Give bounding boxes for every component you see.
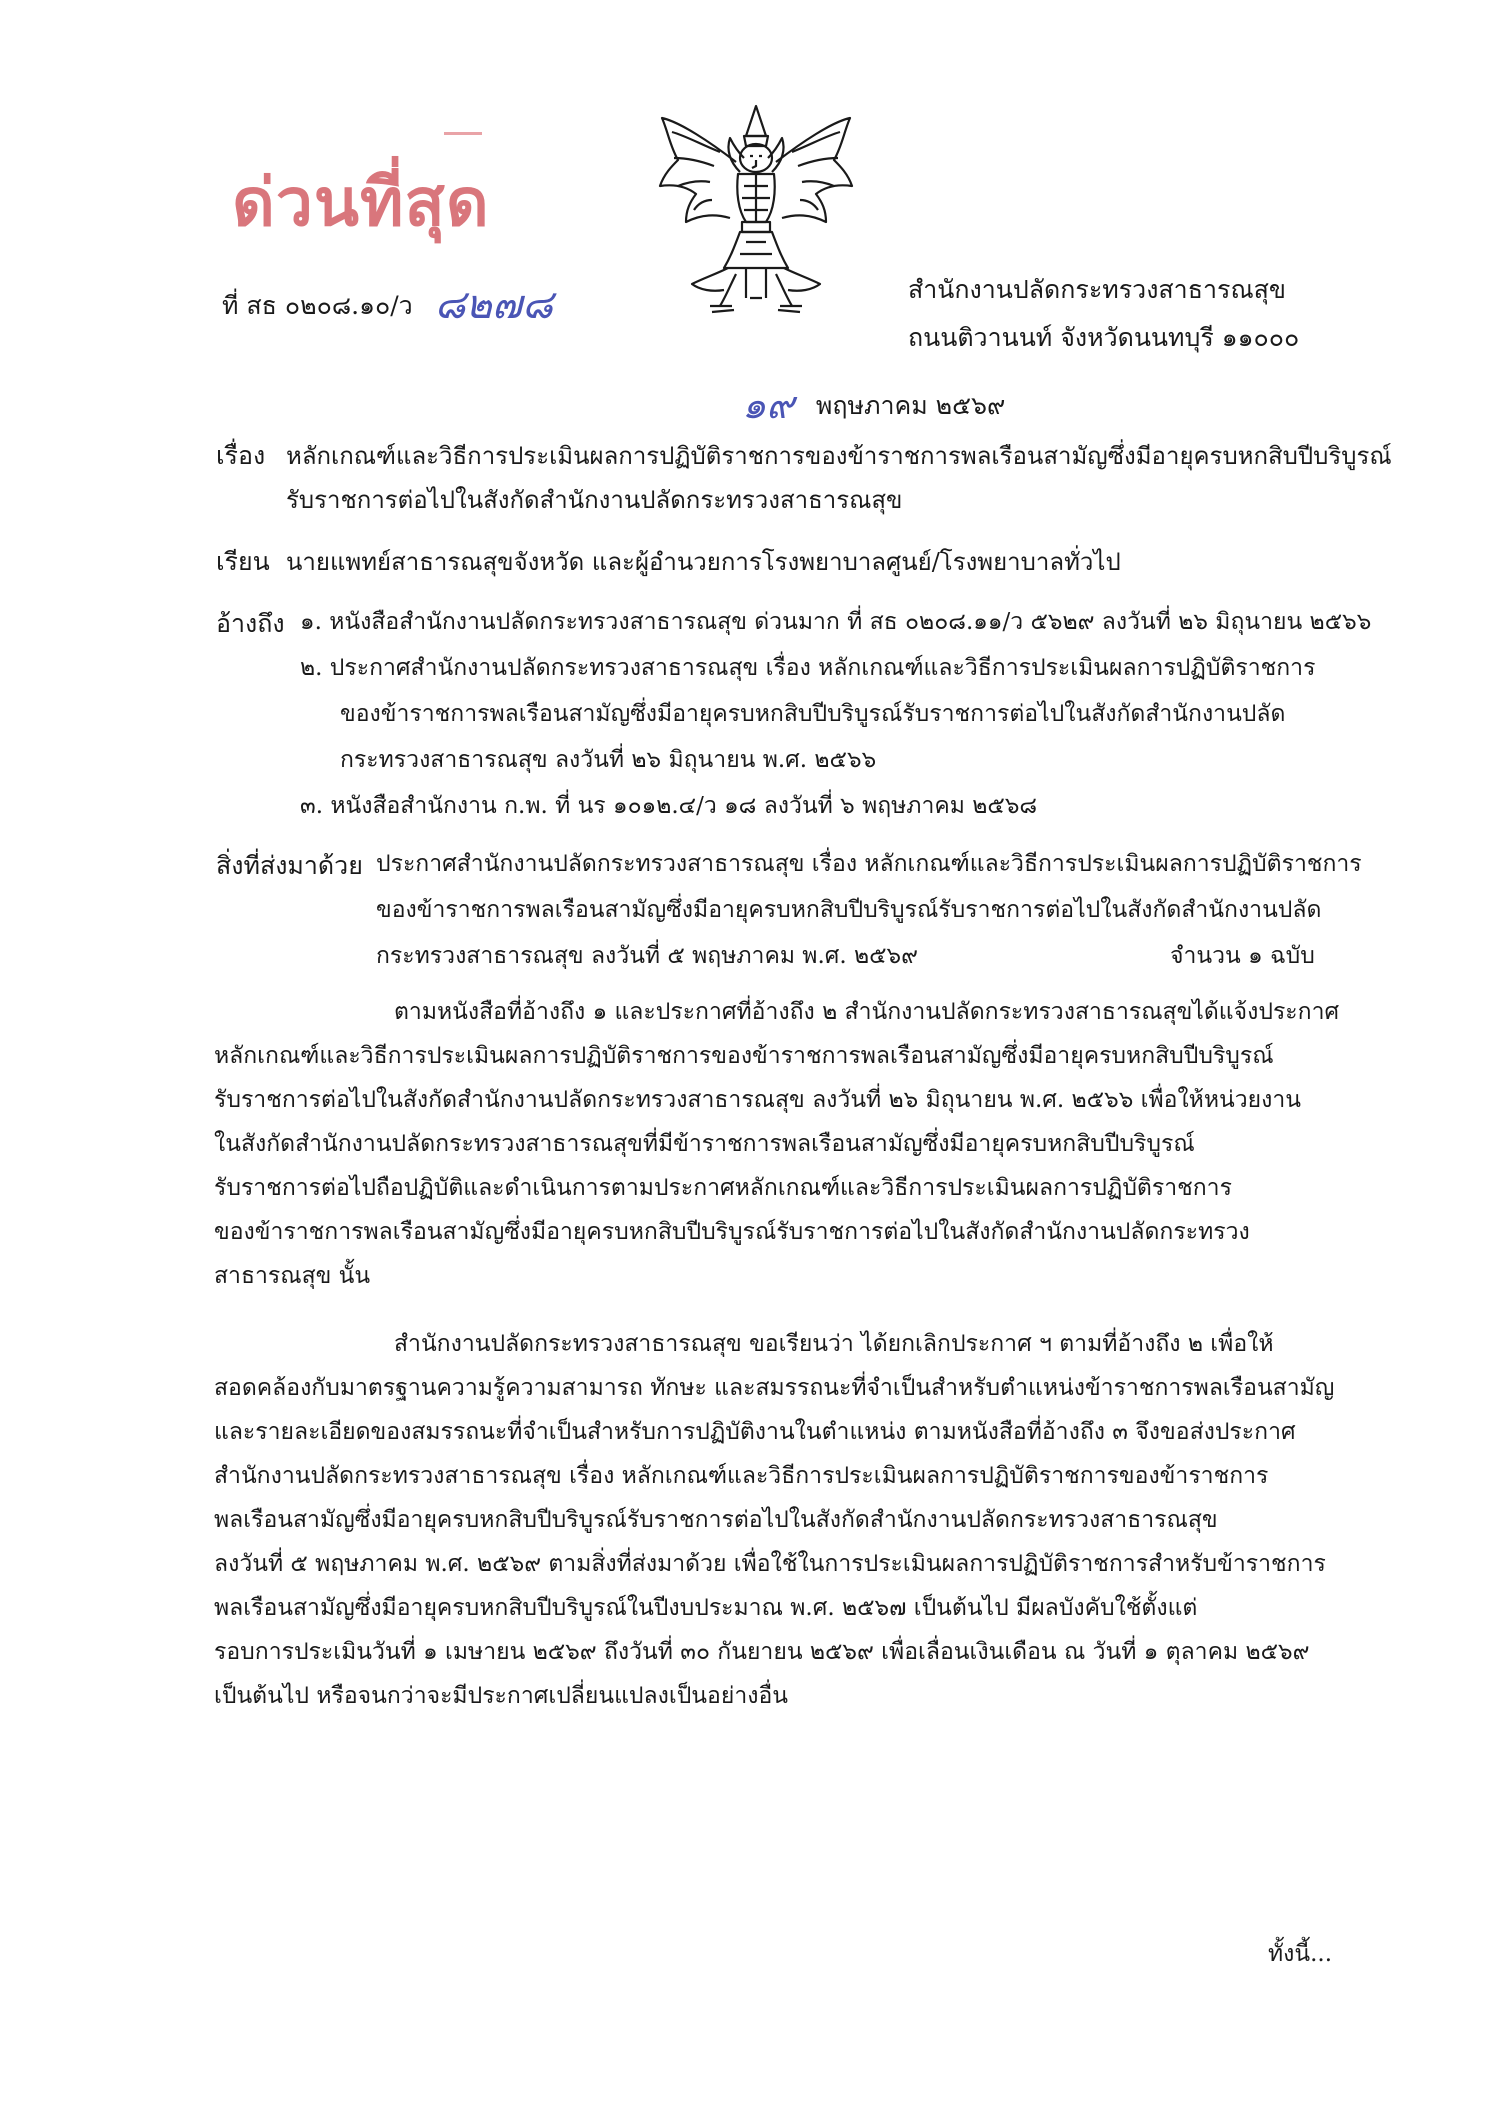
paragraph-line: พลเรือนสามัญซึ่งมีอายุครบหกสิบปีบริบูรณ์รับราชการต่อไปในสังกัดสำนักงานปลัดกระทรวงสาธารณสุข xyxy=(214,1507,1218,1533)
date-month-year: พฤษภาคม ๒๕๖๙ xyxy=(815,391,1006,420)
subject-label: เรื่อง xyxy=(216,441,266,470)
enclosure-line: ของข้าราชการพลเรือนสามัญซึ่งมีอายุครบหกสิบปีบริบูรณ์รับราชการต่อไปในสังกัดสำนักงานปลัด xyxy=(376,897,1322,923)
to-text: นายแพทย์สาธารณสุขจังหวัด และผู้อำนวยการโรงพยาบาลศูนย์/โรงพยาบาลทั่วไป xyxy=(286,548,1121,576)
paragraph-line: รับราชการต่อไปในสังกัดสำนักงานปลัดกระทรวงสาธารณสุข ลงวันที่ ๒๖ มิถุนายน พ.ศ. ๒๕๖๖ เพื่อให้หน่วยงาน xyxy=(214,1087,1301,1113)
paragraph-line: รับราชการต่อไปถือปฏิบัติและดำเนินการตามประกาศหลักเกณฑ์และวิธีการประเมินผลการปฏิบัติราชการ xyxy=(214,1175,1232,1201)
document-date xyxy=(742,370,1005,431)
reference-item: ๓. หนังสือสำนักงาน ก.พ. ที่ นร ๑๐๑๒.๔/ว ๑๘ ลงวันที่ ๖ พฤษภาคม ๒๕๖๘ xyxy=(300,793,1038,819)
subject-line-2: รับราชการต่อไปในสังกัดสำนักงานปลัดกระทรวงสาธารณสุข xyxy=(286,486,903,514)
paragraph-line: สอดคล้องกับมาตรฐานความรู้ความสามารถ ทักษะ และสมรรถนะที่จำเป็นสำหรับตำแหน่งข้าราชการพลเรือนสามัญ xyxy=(214,1375,1335,1401)
paragraph-line: สำนักงานปลัดกระทรวงสาธารณสุข ขอเรียนว่า ได้ยกเลิกประกาศ ฯ ตามที่อ้างถึง ๒ เพื่อให้ xyxy=(394,1331,1274,1357)
paragraph-line: เป็นต้นไป หรือจนกว่าจะมีประกาศเปลี่ยนแปลงเป็นอย่างอื่น xyxy=(214,1683,789,1709)
urgent-stamp: ด่วนที่สุด xyxy=(232,164,490,241)
paragraph-line: พลเรือนสามัญซึ่งมีอายุครบหกสิบปีบริบูรณ์ในปีงบประมาณ พ.ศ. ๒๕๖๗ เป็นต้นไป มีผลบังคับใช้ตั้งแต่ xyxy=(214,1595,1198,1621)
enclosure-line: ประกาศสำนักงานปลัดกระทรวงสาธารณสุข เรื่อง หลักเกณฑ์และวิธีการประเมินผลการปฏิบัติราชการ xyxy=(376,851,1362,877)
reference-item-continued: กระทรวงสาธารณสุข ลงวันที่ ๒๖ มิถุนายน พ.ศ. ๒๕๖๖ xyxy=(340,747,877,773)
to-label: เรียน xyxy=(216,547,270,576)
enclosure-label: สิ่งที่ส่งมาด้วย xyxy=(216,851,363,880)
paragraph-line: รอบการประเมินวันที่ ๑ เมษายน ๒๕๖๙ ถึงวันที่ ๓๐ กันยายน ๒๕๖๙ เพื่อเลื่อนเงินเดือน ณ วันที่ ๑ ตุลาคม ๒๕๖๙ xyxy=(214,1639,1310,1665)
paragraph-line: สาธารณสุข นั้น xyxy=(214,1263,371,1289)
reference-item-continued: ของข้าราชการพลเรือนสามัญซึ่งมีอายุครบหกสิบปีบริบูรณ์รับราชการต่อไปในสังกัดสำนักงานปลัด xyxy=(340,701,1286,727)
document-number xyxy=(222,268,553,332)
references-label: อ้างถึง xyxy=(216,609,285,638)
paragraph-line: ในสังกัดสำนักงานปลัดกระทรวงสาธารณสุขที่มีข้าราชการพลเรือนสามัญซึ่งมีอายุครบหกสิบปีบริบูรณ์ xyxy=(214,1131,1195,1157)
subject-line-1: หลักเกณฑ์และวิธีการประเมินผลการปฏิบัติราชการของข้าราชการพลเรือนสามัญซึ่งมีอายุครบหกสิบปีบริบูรณ์ xyxy=(286,442,1392,470)
office-name: สำนักงานปลัดกระทรวงสาธารณสุข xyxy=(908,275,1286,304)
date-day-handwritten: ๑๙ xyxy=(742,383,794,427)
document-number-handwritten: ๘๒๗๘ xyxy=(434,282,553,328)
paragraph-line: ลงวันที่ ๕ พฤษภาคม พ.ศ. ๒๕๖๙ ตามสิ่งที่ส่งมาด้วย เพื่อใช้ในการประเมินผลการปฏิบัติราชการสำหรับข้าราชการ xyxy=(214,1551,1326,1577)
enclosure-line: กระทรวงสาธารณสุข ลงวันที่ ๕ พฤษภาคม พ.ศ. ๒๕๖๙ xyxy=(376,943,919,969)
reference-item: ๑. หนังสือสำนักงานปลัดกระทรวงสาธารณสุข ด่วนมาก ที่ สธ ๐๒๐๘.๑๑/ว ๕๖๒๙ ลงวันที่ ๒๖ มิถุนายน ๒๕๖๖ xyxy=(300,609,1372,635)
garuda-emblem-icon xyxy=(650,102,862,318)
document-number-prefix: ที่ สธ ๐๒๐๘.๑๐/ว xyxy=(222,291,413,320)
reference-item: ๒. ประกาศสำนักงานปลัดกระทรวงสาธารณสุข เรื่อง หลักเกณฑ์และวิธีการประเมินผลการปฏิบัติราชการ xyxy=(300,655,1316,681)
paragraph-line: ของข้าราชการพลเรือนสามัญซึ่งมีอายุครบหกสิบปีบริบูรณ์รับราชการต่อไปในสังกัดสำนักงานปลัดกระทรวง xyxy=(214,1219,1250,1245)
paragraph-line: และรายละเอียดของสมรรถนะที่จำเป็นสำหรับการปฏิบัติงานในตำแหน่ง ตามหนังสือที่อ้างถึง ๓ จึงขอส่งประกาศ xyxy=(214,1419,1296,1445)
paragraph-line: สำนักงานปลัดกระทรวงสาธารณสุข เรื่อง หลักเกณฑ์และวิธีการประเมินผลการปฏิบัติราชการของข้าราชการ xyxy=(214,1463,1269,1489)
paragraph-line: หลักเกณฑ์และวิธีการประเมินผลการปฏิบัติราชการของข้าราชการพลเรือนสามัญซึ่งมีอายุครบหกสิบปีบริบูรณ์ xyxy=(214,1043,1274,1069)
enclosure-quantity: จำนวน ๑ ฉบับ xyxy=(1170,943,1315,969)
stamp-mark xyxy=(444,132,482,135)
office-address: ถนนติวานนท์ จังหวัดนนทบุรี ๑๑๐๐๐ xyxy=(908,323,1300,352)
page-continuation: ทั้งนี้... xyxy=(1268,1941,1333,1967)
paragraph-line: ตามหนังสือที่อ้างถึง ๑ และประกาศที่อ้างถึง ๒ สำนักงานปลัดกระทรวงสาธารณสุขได้แจ้งประกาศ xyxy=(394,999,1340,1025)
